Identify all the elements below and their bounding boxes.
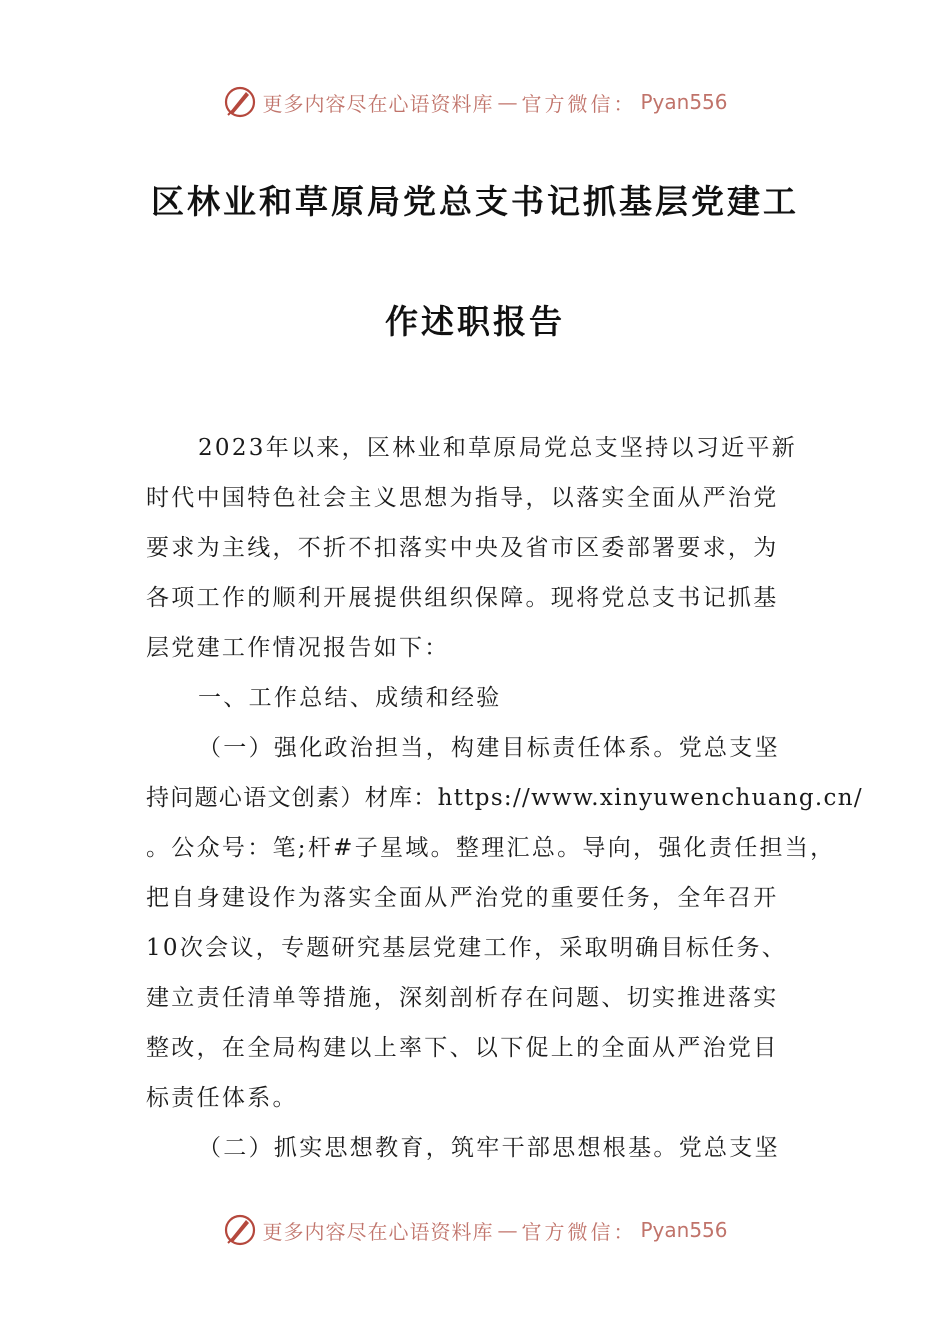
document-body <box>146 423 863 1173</box>
header-watermark-banner <box>0 82 950 122</box>
body-line: 标责任体系。 <box>146 1085 298 1111</box>
banner-separator: — <box>497 90 518 114</box>
body-line: 要求为主线，不折不扣落实中央及省市区委部署要求，为 <box>146 535 779 561</box>
body-line: 时代中国特色社会主义思想为指导，以落实全面从严治党 <box>146 485 779 511</box>
body-line: 。公众号：笔;杆#子星域。整理汇总。导向，强化责任担当， <box>146 835 836 861</box>
body-line: 10次会议，专题研究基层党建工作，采取明确目标任务、 <box>146 935 788 961</box>
banner-wechat-id: Pyan556 <box>640 90 728 114</box>
banner-separator: — <box>497 1218 518 1242</box>
document-title-line-2: 作述职报告 <box>385 302 565 341</box>
body-line: 把自身建设作为落实全面从严治党的重要任务，全年召开 <box>146 885 779 911</box>
body-line: 整改，在全局构建以上率下、以下促上的全面从严治党目 <box>146 1035 779 1061</box>
quill-pen-circle-icon <box>222 1212 258 1248</box>
banner-wechat-id: Pyan556 <box>640 1218 728 1242</box>
body-line: （一）强化政治担当，构建目标责任体系。党总支坚 <box>198 735 780 761</box>
body-line: （二）抓实思想教育，筑牢干部思想根基。党总支坚 <box>198 1135 780 1161</box>
body-line: 一、工作总结、成绩和经验 <box>198 685 502 711</box>
banner-wechat-label: 官方微信： <box>521 91 637 116</box>
quill-pen-circle-icon <box>222 84 258 120</box>
body-line: 各项工作的顺利开展提供组织保障。现将党总支书记抓基 <box>146 585 779 611</box>
body-line: 建立责任清单等措施，深刻剖析存在问题、切实推进落实 <box>146 985 779 1011</box>
banner-site-text: 更多内容尽在心语资料库 <box>262 91 494 116</box>
body-line: 2023年以来，区林业和草原局党总支坚持以习近平新 <box>198 435 798 461</box>
footer-watermark-banner <box>0 1210 950 1250</box>
body-line: 层党建工作情况报告如下： <box>146 635 450 661</box>
body-line: 持问题心语文创素）材库：https://www.xinyuwenchuang.cn/ <box>146 785 863 811</box>
banner-wechat-label: 官方微信： <box>521 1219 637 1244</box>
banner-site-text: 更多内容尽在心语资料库 <box>262 1219 494 1244</box>
document-title-line-1: 区林业和草原局党总支书记抓基层党建工 <box>151 182 799 221</box>
